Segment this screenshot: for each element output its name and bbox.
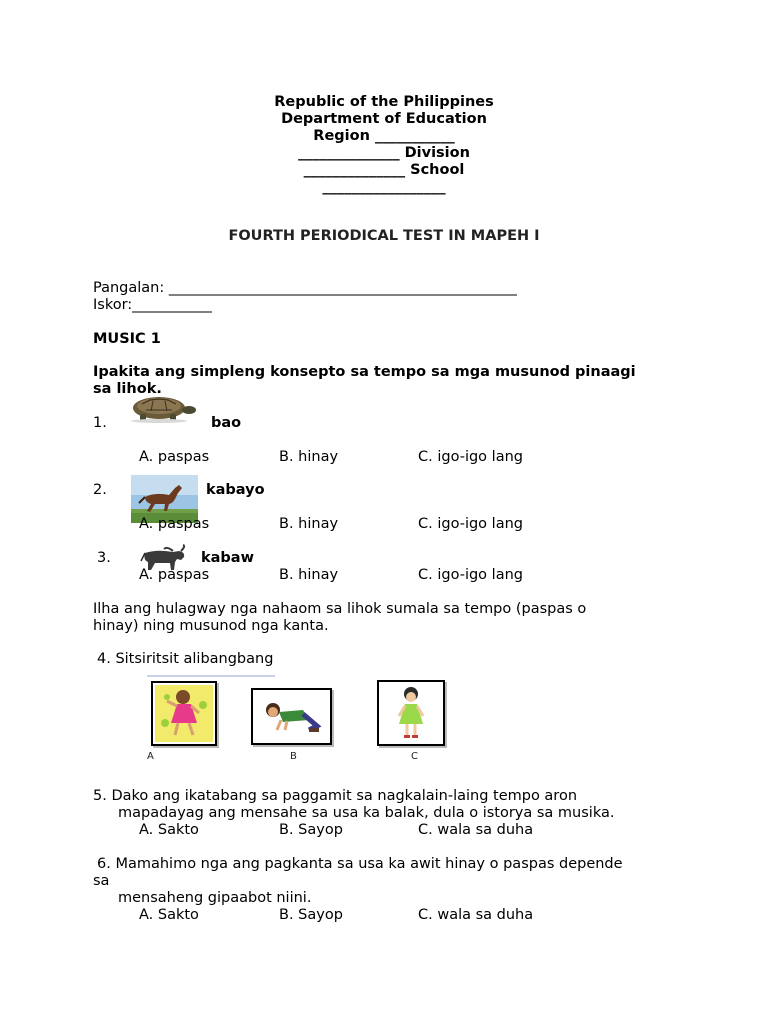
item-5-choice-b: B. Sayop (279, 822, 343, 838)
option-c-label: C (411, 751, 418, 762)
item-5-choice-c: C. wala sa duha (418, 822, 534, 838)
divider (147, 675, 275, 677)
option-a-label: A (147, 751, 154, 762)
item-6-choice-a: A. Sakto (139, 907, 199, 923)
test-title: FOURTH PERIODICAL TEST IN MAPEH I (228, 228, 540, 244)
score-field: Iskor:___________ (93, 297, 212, 313)
instruction2-line-1: Ilha ang hulagway nga nahaom sa lihok sumala sa tempo (paspas o (93, 601, 587, 617)
header-department: Department of Education (281, 111, 487, 127)
item-2-number: 2. (93, 482, 107, 498)
item-6-line-2: sa (93, 873, 110, 889)
item-5-line-1: 5. Dako ang ikatabang sa paggamit sa nagkalain-laing tempo aron (93, 788, 578, 804)
item-3-word: kabaw (201, 550, 254, 566)
crawling-boy-image (253, 690, 330, 743)
item-2-choice-c: C. igo-igo lang (418, 516, 523, 532)
instruction-line-1: Ipakita ang simpleng konsepto sa tempo sa mga musunod pinaagi (93, 364, 636, 380)
option-a-frame (151, 681, 217, 746)
header-region: Region ___________ (313, 128, 455, 144)
standing-girl-image (379, 682, 443, 744)
item-1-number: 1. (93, 415, 107, 431)
item-1-choice-b: B. hinay (279, 449, 339, 465)
header-republic: Republic of the Philippines (274, 94, 494, 110)
item-5-line-2: mapadayag ang mensahe sa usa ka balak, dula o istorya sa musika. (118, 805, 615, 821)
item-5-choice-a: A. Sakto (139, 822, 199, 838)
header-school: ______________ School (303, 162, 465, 178)
header-division: ______________ Division (298, 145, 470, 161)
dancing-girl-image (153, 683, 215, 744)
option-c-frame (377, 680, 445, 746)
item-6-choice-c: C. wala sa duha (418, 907, 534, 923)
item-2-word: kabayo (206, 482, 265, 498)
item-2-choice-b: B. hinay (279, 516, 339, 532)
item-6-line-1: 6. Mamahimo nga ang pagkanta sa usa ka awit hinay o paspas depende (97, 856, 623, 872)
item-1-word: bao (211, 415, 242, 431)
item-6-choice-b: B. Sayop (279, 907, 343, 923)
option-b-label: B (290, 751, 297, 762)
instruction-line-2: sa lihok. (93, 381, 162, 397)
instruction2-line-2: hinay) ning musunod nga kanta. (93, 618, 329, 634)
item-3-choice-b: B. hinay (279, 567, 339, 583)
item-2-choice-a: A. paspas (139, 516, 210, 532)
item-1-choice-a: A. paspas (139, 449, 210, 465)
turtle-image (126, 394, 198, 424)
option-b-frame (251, 688, 332, 745)
item-3-number: 3. (97, 550, 111, 566)
section-title: MUSIC 1 (93, 331, 161, 347)
item-6-line-3: mensaheng gipaabot niini. (118, 890, 312, 906)
item-1-choice-c: C. igo-igo lang (418, 449, 523, 465)
name-field: Pangalan: ________________________________________________ (93, 280, 517, 296)
header-blank: _________________ (322, 179, 446, 195)
item-3-choice-a: A. paspas (139, 567, 210, 583)
item-3-choice-c: C. igo-igo lang (418, 567, 523, 583)
item-4-text: 4. Sitsiritsit alibangbang (97, 651, 274, 667)
